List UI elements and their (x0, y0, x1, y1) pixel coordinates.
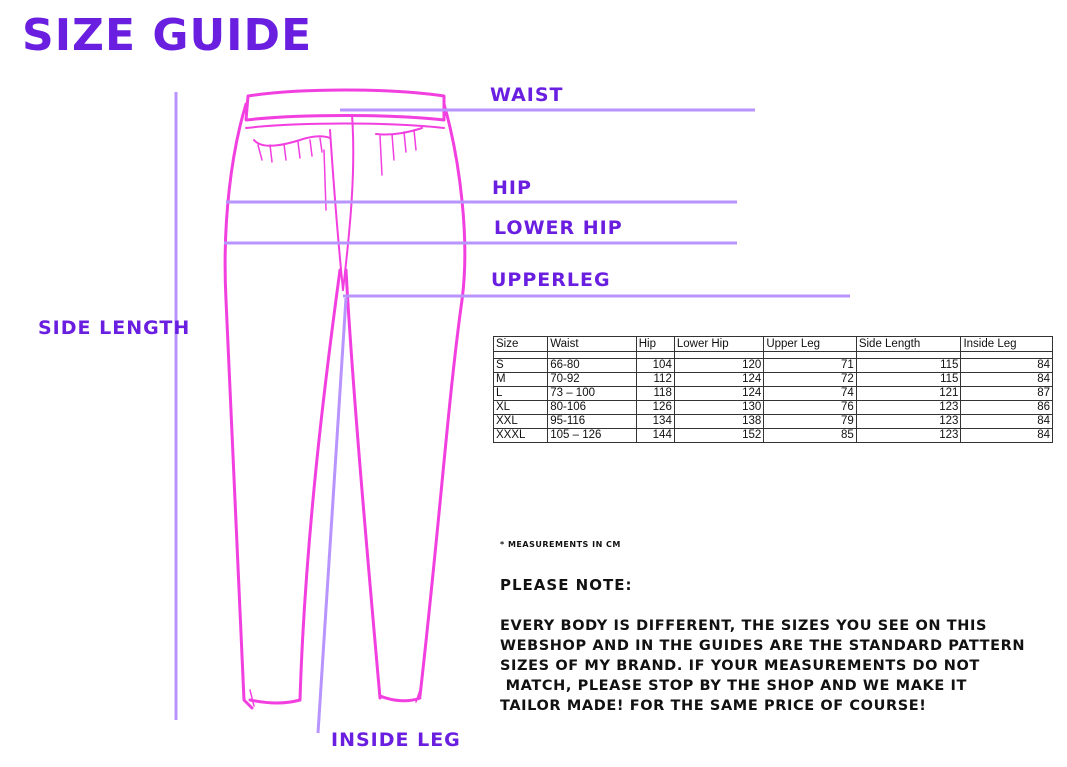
cell-size: XXXL (494, 429, 548, 443)
cell-size: XL (494, 401, 548, 415)
cell-size: L (494, 387, 548, 401)
header-upper-leg: Upper Leg (764, 337, 857, 352)
please-note-body (500, 616, 1025, 716)
cell-hip: 134 (636, 415, 674, 429)
cell-inside-leg: 84 (961, 359, 1053, 373)
cell-size: XXL (494, 415, 548, 429)
cell-inside-leg: 87 (961, 387, 1053, 401)
table-header-row (494, 337, 1053, 352)
cell-waist: 105 – 126 (548, 429, 637, 443)
page-title: SIZE GUIDE (22, 10, 313, 61)
cell-side-length: 115 (856, 373, 961, 387)
cell-upper-leg: 72 (764, 373, 857, 387)
cell-waist: 66-80 (548, 359, 637, 373)
pants-illustration (225, 90, 465, 708)
note-line: MATCH, PLEASE STOP BY THE SHOP AND WE MAKE IT (500, 678, 968, 694)
lower-hip-label: LOWER HIP (494, 217, 623, 239)
cell-lower-hip: 152 (674, 429, 763, 443)
header-lower-hip: Lower Hip (674, 337, 763, 352)
cell-waist: 80-106 (548, 401, 637, 415)
please-note-heading: PLEASE NOTE: (500, 576, 633, 594)
cell-waist: 95-116 (548, 415, 637, 429)
cell-waist: 70-92 (548, 373, 637, 387)
cell-lower-hip: 124 (674, 387, 763, 401)
cell-side-length: 121 (856, 387, 961, 401)
measurements-note: * MEASUREMENTS IN CM (500, 540, 621, 549)
cell-upper-leg: 76 (764, 401, 857, 415)
cell-upper-leg: 71 (764, 359, 857, 373)
cell-hip: 104 (636, 359, 674, 373)
cell-hip: 126 (636, 401, 674, 415)
cell-inside-leg: 84 (961, 415, 1053, 429)
cell-hip: 118 (636, 387, 674, 401)
cell-side-length: 123 (856, 401, 961, 415)
cell-waist: 73 – 100 (548, 387, 637, 401)
hip-label: HIP (492, 177, 532, 199)
header-inside-leg: Inside Leg (961, 337, 1053, 352)
cell-side-length: 123 (856, 415, 961, 429)
cell-inside-leg: 84 (961, 429, 1053, 443)
cell-lower-hip: 124 (674, 373, 763, 387)
cell-lower-hip: 120 (674, 359, 763, 373)
inside-leg-line (318, 298, 346, 733)
note-line: SIZES OF MY BRAND. IF YOUR MEASUREMENTS DO NOT (500, 658, 980, 674)
cell-size: M (494, 373, 548, 387)
cell-inside-leg: 84 (961, 373, 1053, 387)
table-row (494, 373, 1053, 387)
table-row (494, 415, 1053, 429)
cell-size: S (494, 359, 548, 373)
cell-upper-leg: 74 (764, 387, 857, 401)
table-row (494, 387, 1053, 401)
size-table (493, 336, 1053, 443)
cell-upper-leg: 79 (764, 415, 857, 429)
side-length-label: SIDE LENGTH (38, 317, 191, 339)
header-size: Size (494, 337, 548, 352)
cell-hip: 144 (636, 429, 674, 443)
cell-lower-hip: 130 (674, 401, 763, 415)
note-line: WEBSHOP AND IN THE GUIDES ARE THE STANDARD PATTERN (500, 638, 1026, 654)
header-waist: Waist (548, 337, 637, 352)
note-line: EVERY BODY IS DIFFERENT, THE SIZES YOU SEE ON THIS (500, 618, 988, 634)
table-row (494, 429, 1053, 443)
table-row (494, 359, 1053, 373)
inside-leg-label: INSIDE LEG (331, 729, 461, 751)
cell-side-length: 123 (856, 429, 961, 443)
waist-label: WAIST (490, 84, 564, 106)
cell-side-length: 115 (856, 359, 961, 373)
note-line: TAILOR MADE! FOR THE SAME PRICE OF COURSE! (500, 698, 927, 714)
cell-hip: 112 (636, 373, 674, 387)
header-side-length: Side Length (856, 337, 961, 352)
upperleg-label: UPPERLEG (491, 269, 611, 291)
cell-upper-leg: 85 (764, 429, 857, 443)
table-row (494, 401, 1053, 415)
header-hip: Hip (636, 337, 674, 352)
cell-lower-hip: 138 (674, 415, 763, 429)
cell-inside-leg: 86 (961, 401, 1053, 415)
table-spacer (494, 352, 1053, 359)
